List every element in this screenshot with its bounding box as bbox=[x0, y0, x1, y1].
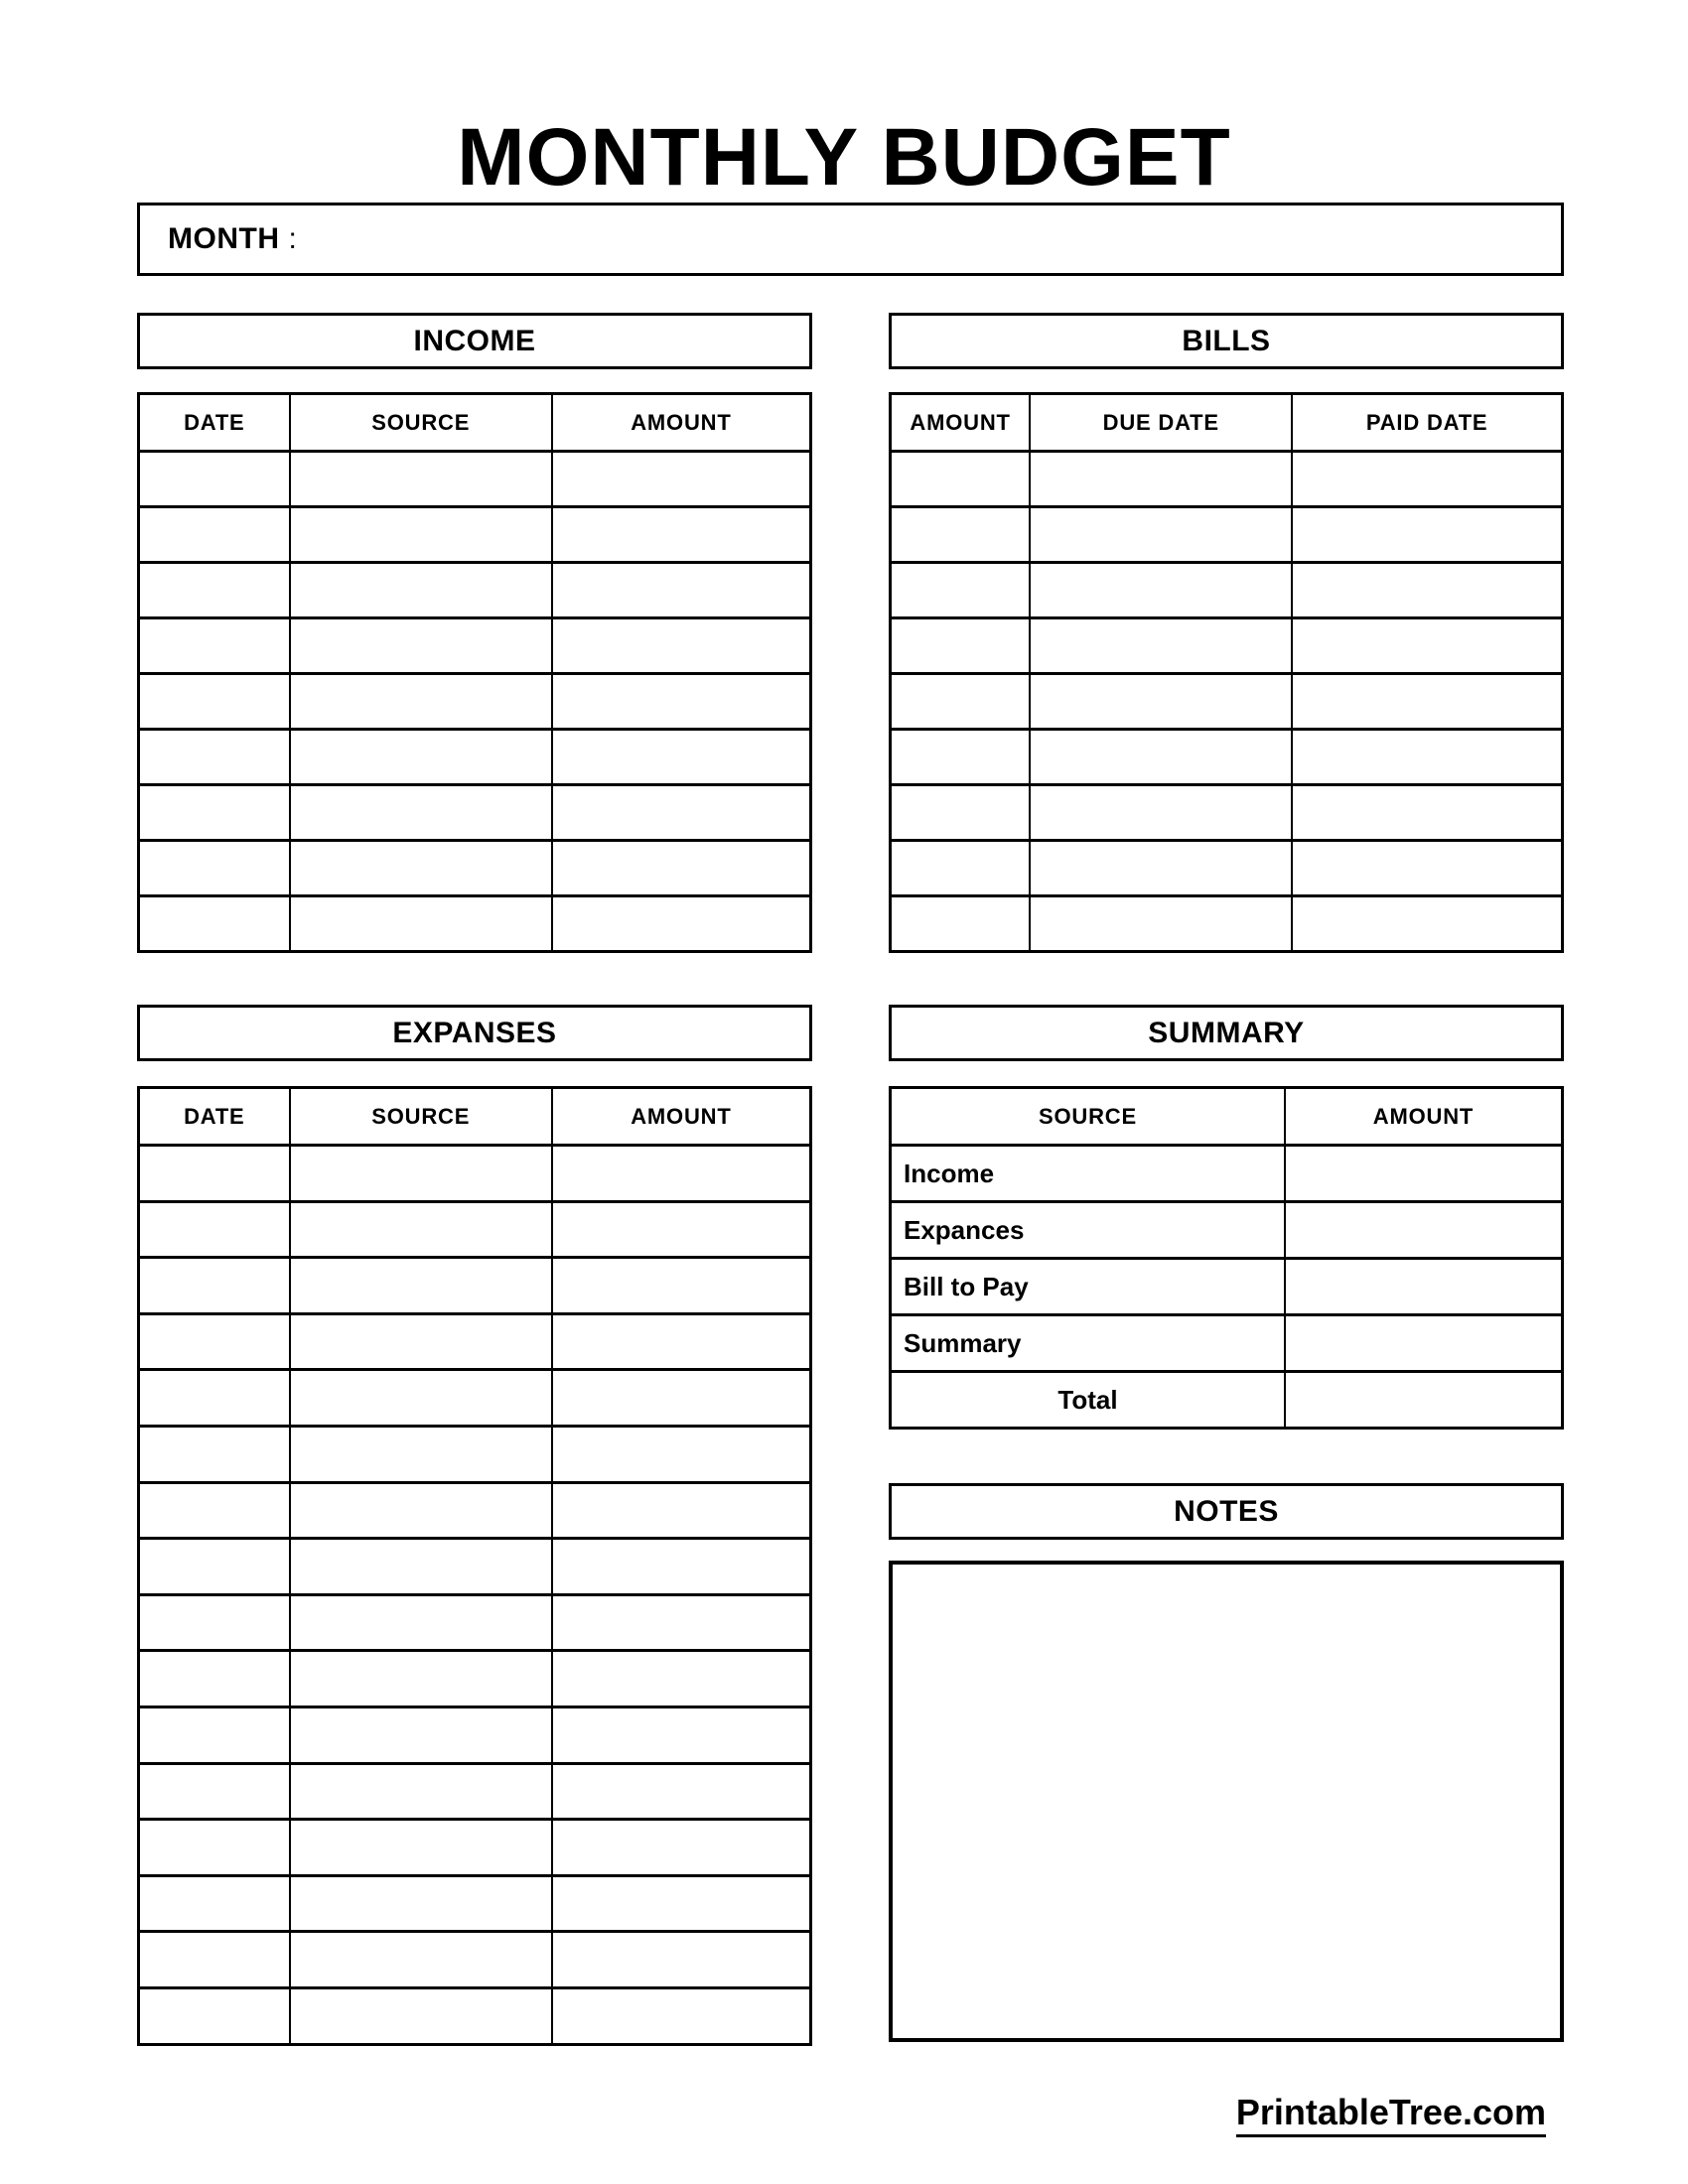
income-source-cell[interactable] bbox=[289, 619, 551, 672]
income-section-title: INCOME bbox=[137, 313, 812, 369]
expanses-table-row bbox=[140, 1986, 809, 2043]
summary-label-cell: Summary bbox=[904, 1327, 1022, 1358]
expanses-amount-cell[interactable] bbox=[551, 1877, 809, 1931]
summary-total-row bbox=[892, 1370, 1561, 1427]
income-table-row bbox=[140, 561, 809, 616]
income-table bbox=[137, 392, 812, 953]
expanses-source-cell[interactable] bbox=[289, 1708, 551, 1762]
income-col-source: SOURCE bbox=[289, 395, 551, 450]
summary-total-amount-cell[interactable] bbox=[1284, 1373, 1561, 1427]
income-table-row bbox=[140, 505, 809, 561]
expanses-date-cell[interactable] bbox=[140, 1259, 289, 1312]
expanses-source-cell[interactable] bbox=[289, 1315, 551, 1369]
income-source-cell[interactable] bbox=[289, 564, 551, 616]
left-column bbox=[137, 313, 812, 2046]
bills-paid-date-cell[interactable] bbox=[1291, 619, 1561, 672]
summary-total-label: Total bbox=[1057, 1384, 1118, 1415]
bills-col-amount: AMOUNT bbox=[910, 409, 1011, 435]
expanses-table bbox=[137, 1086, 812, 2046]
bills-table-header bbox=[892, 395, 1561, 450]
income-amount-cell[interactable] bbox=[551, 619, 809, 672]
expanses-table-row bbox=[140, 1818, 809, 1874]
expanses-table-row bbox=[140, 1256, 809, 1312]
bills-paid-date-cell[interactable] bbox=[1291, 842, 1561, 894]
income-table-row bbox=[140, 672, 809, 728]
income-date-cell[interactable] bbox=[140, 786, 289, 839]
expanses-source-cell[interactable] bbox=[289, 1259, 551, 1312]
income-table-row bbox=[140, 728, 809, 783]
bills-table-row bbox=[892, 561, 1561, 616]
summary-amount-cell[interactable] bbox=[1284, 1147, 1561, 1200]
expanses-amount-cell[interactable] bbox=[551, 1821, 809, 1874]
bills-table-row bbox=[892, 894, 1561, 950]
bills-due-date-cell[interactable] bbox=[1029, 453, 1291, 505]
income-date-cell[interactable] bbox=[140, 731, 289, 783]
summary-table-header bbox=[892, 1089, 1561, 1144]
income-amount-cell[interactable] bbox=[551, 842, 809, 894]
bills-section-title: BILLS bbox=[889, 313, 1564, 369]
income-date-cell[interactable] bbox=[140, 508, 289, 561]
bills-due-date-cell[interactable] bbox=[1029, 731, 1291, 783]
expanses-amount-cell[interactable] bbox=[551, 1540, 809, 1593]
bills-paid-date-cell[interactable] bbox=[1291, 508, 1561, 561]
summary-table-body bbox=[892, 1144, 1561, 1370]
bills-table bbox=[889, 392, 1564, 953]
bills-paid-date-cell[interactable] bbox=[1291, 786, 1561, 839]
bills-col-due-date: DUE DATE bbox=[1029, 395, 1291, 450]
month-label: MONTH bbox=[168, 222, 280, 255]
expanses-section-title: EXPANSES bbox=[137, 1005, 812, 1061]
bills-due-date-cell[interactable] bbox=[1029, 786, 1291, 839]
expanses-table-row bbox=[140, 1200, 809, 1257]
bills-due-date-cell[interactable] bbox=[1029, 897, 1291, 950]
bills-due-date-cell[interactable] bbox=[1029, 564, 1291, 616]
expanses-amount-cell[interactable] bbox=[551, 1371, 809, 1425]
expanses-date-cell[interactable] bbox=[140, 1315, 289, 1369]
expanses-amount-cell[interactable] bbox=[551, 1484, 809, 1538]
footer bbox=[0, 2092, 1546, 2137]
expanses-table-body bbox=[140, 1144, 809, 2043]
income-amount-cell[interactable] bbox=[551, 786, 809, 839]
bills-amount-cell[interactable] bbox=[892, 786, 1029, 839]
bills-paid-date-cell[interactable] bbox=[1291, 731, 1561, 783]
expanses-table-row bbox=[140, 1368, 809, 1425]
income-table-body bbox=[140, 450, 809, 950]
expanses-amount-cell[interactable] bbox=[551, 1596, 809, 1650]
expanses-source-cell[interactable] bbox=[289, 1596, 551, 1650]
bills-amount-cell[interactable] bbox=[892, 897, 1029, 950]
bills-table-row bbox=[892, 616, 1561, 672]
income-source-cell[interactable] bbox=[289, 897, 551, 950]
income-amount-cell[interactable] bbox=[551, 564, 809, 616]
bills-amount-cell[interactable] bbox=[892, 731, 1029, 783]
bills-table-row bbox=[892, 505, 1561, 561]
expanses-table-row bbox=[140, 1425, 809, 1481]
expanses-table-row bbox=[140, 1930, 809, 1986]
bills-amount-cell[interactable] bbox=[892, 619, 1029, 672]
summary-label-cell: Expances bbox=[904, 1214, 1025, 1245]
summary-amount-cell[interactable] bbox=[1284, 1260, 1561, 1313]
income-table-row bbox=[140, 783, 809, 839]
expanses-date-cell[interactable] bbox=[140, 1708, 289, 1762]
income-col-date: DATE bbox=[184, 409, 245, 435]
income-amount-cell[interactable] bbox=[551, 731, 809, 783]
bills-amount-cell[interactable] bbox=[892, 453, 1029, 505]
summary-table-row bbox=[892, 1257, 1561, 1313]
summary-amount-cell[interactable] bbox=[1284, 1316, 1561, 1370]
bills-table-row bbox=[892, 728, 1561, 783]
bills-paid-date-cell[interactable] bbox=[1291, 453, 1561, 505]
month-field[interactable] bbox=[137, 203, 1564, 276]
bills-table-row bbox=[892, 839, 1561, 894]
right-column bbox=[889, 313, 1564, 2046]
expanses-source-cell[interactable] bbox=[289, 1371, 551, 1425]
expanses-date-cell[interactable] bbox=[140, 1821, 289, 1874]
bills-amount-cell[interactable] bbox=[892, 842, 1029, 894]
expanses-amount-cell[interactable] bbox=[551, 1315, 809, 1369]
expanses-table-row bbox=[140, 1762, 809, 1819]
income-date-cell[interactable] bbox=[140, 453, 289, 505]
income-source-cell[interactable] bbox=[289, 842, 551, 894]
bills-table-row bbox=[892, 672, 1561, 728]
summary-section-title: SUMMARY bbox=[889, 1005, 1564, 1061]
income-date-cell[interactable] bbox=[140, 842, 289, 894]
expanses-amount-cell[interactable] bbox=[551, 1203, 809, 1257]
footer-brand-link[interactable]: PrintableTree.com bbox=[1236, 2092, 1546, 2137]
income-source-cell[interactable] bbox=[289, 508, 551, 561]
expanses-amount-cell[interactable] bbox=[551, 1765, 809, 1819]
summary-col-source: SOURCE bbox=[1039, 1103, 1137, 1129]
expanses-table-row bbox=[140, 1874, 809, 1931]
expanses-source-cell[interactable] bbox=[289, 1147, 551, 1200]
summary-table-row bbox=[892, 1144, 1561, 1200]
income-date-cell[interactable] bbox=[140, 619, 289, 672]
income-table-row bbox=[140, 616, 809, 672]
summary-label-cell: Income bbox=[904, 1158, 995, 1188]
income-source-cell[interactable] bbox=[289, 731, 551, 783]
summary-col-amount: AMOUNT bbox=[1284, 1089, 1561, 1144]
expanses-amount-cell[interactable] bbox=[551, 1147, 809, 1200]
income-table-header bbox=[140, 395, 809, 450]
expanses-source-cell[interactable] bbox=[289, 1821, 551, 1874]
month-colon: : bbox=[288, 222, 297, 255]
expanses-amount-cell[interactable] bbox=[551, 1428, 809, 1481]
expanses-amount-cell[interactable] bbox=[551, 1708, 809, 1762]
expanses-table-row bbox=[140, 1481, 809, 1538]
bills-amount-cell[interactable] bbox=[892, 564, 1029, 616]
expanses-source-cell[interactable] bbox=[289, 1652, 551, 1706]
expanses-source-cell[interactable] bbox=[289, 1933, 551, 1986]
income-source-cell[interactable] bbox=[289, 786, 551, 839]
expanses-source-cell[interactable] bbox=[289, 1428, 551, 1481]
bills-amount-cell[interactable] bbox=[892, 508, 1029, 561]
expanses-source-cell[interactable] bbox=[289, 1765, 551, 1819]
expanses-source-cell[interactable] bbox=[289, 1877, 551, 1931]
income-table-row bbox=[140, 450, 809, 505]
expanses-source-cell[interactable] bbox=[289, 1540, 551, 1593]
expanses-date-cell[interactable] bbox=[140, 1989, 289, 2043]
expanses-table-row bbox=[140, 1593, 809, 1650]
expanses-date-cell[interactable] bbox=[140, 1371, 289, 1425]
expanses-col-source: SOURCE bbox=[289, 1089, 551, 1144]
bills-due-date-cell[interactable] bbox=[1029, 675, 1291, 728]
bills-paid-date-cell[interactable] bbox=[1291, 564, 1561, 616]
bills-due-date-cell[interactable] bbox=[1029, 619, 1291, 672]
expanses-date-cell[interactable] bbox=[140, 1596, 289, 1650]
summary-table bbox=[889, 1086, 1564, 1430]
bills-col-paid-date: PAID DATE bbox=[1291, 395, 1561, 450]
expanses-table-row bbox=[140, 1312, 809, 1369]
expanses-table-row bbox=[140, 1144, 809, 1200]
expanses-date-cell[interactable] bbox=[140, 1203, 289, 1257]
month-value-input[interactable] bbox=[297, 205, 1561, 273]
expanses-amount-cell[interactable] bbox=[551, 1259, 809, 1312]
expanses-date-cell[interactable] bbox=[140, 1540, 289, 1593]
bills-paid-date-cell[interactable] bbox=[1291, 897, 1561, 950]
income-date-cell[interactable] bbox=[140, 897, 289, 950]
notes-section-title: NOTES bbox=[889, 1483, 1564, 1540]
expanses-date-cell[interactable] bbox=[140, 1652, 289, 1706]
bills-paid-date-cell[interactable] bbox=[1291, 675, 1561, 728]
expanses-table-row bbox=[140, 1537, 809, 1593]
income-table-row bbox=[140, 839, 809, 894]
expanses-table-row bbox=[140, 1649, 809, 1706]
income-amount-cell[interactable] bbox=[551, 675, 809, 728]
expanses-amount-cell[interactable] bbox=[551, 1933, 809, 1986]
bills-table-row bbox=[892, 783, 1561, 839]
content-columns bbox=[137, 313, 1688, 2046]
bills-due-date-cell[interactable] bbox=[1029, 842, 1291, 894]
bills-table-row bbox=[892, 450, 1561, 505]
income-amount-cell[interactable] bbox=[551, 453, 809, 505]
income-table-row bbox=[140, 894, 809, 950]
expanses-col-amount: AMOUNT bbox=[551, 1089, 809, 1144]
income-amount-cell[interactable] bbox=[551, 897, 809, 950]
bills-due-date-cell[interactable] bbox=[1029, 508, 1291, 561]
expanses-col-date: DATE bbox=[184, 1103, 245, 1129]
expanses-amount-cell[interactable] bbox=[551, 1652, 809, 1706]
expanses-source-cell[interactable] bbox=[289, 1989, 551, 2043]
expanses-amount-cell[interactable] bbox=[551, 1989, 809, 2043]
bills-amount-cell[interactable] bbox=[892, 675, 1029, 728]
page-title: MONTHLY BUDGET bbox=[457, 112, 1231, 203]
summary-amount-cell[interactable] bbox=[1284, 1203, 1561, 1257]
income-source-cell[interactable] bbox=[289, 453, 551, 505]
summary-table-row bbox=[892, 1200, 1561, 1257]
summary-table-row bbox=[892, 1313, 1561, 1370]
expanses-table-header bbox=[140, 1089, 809, 1144]
expanses-date-cell[interactable] bbox=[140, 1877, 289, 1931]
expanses-source-cell[interactable] bbox=[289, 1203, 551, 1257]
expanses-source-cell[interactable] bbox=[289, 1484, 551, 1538]
notes-area[interactable] bbox=[889, 1561, 1564, 2042]
expanses-table-row bbox=[140, 1706, 809, 1762]
expanses-date-cell[interactable] bbox=[140, 1147, 289, 1200]
summary-label-cell: Bill to Pay bbox=[904, 1271, 1029, 1301]
income-date-cell[interactable] bbox=[140, 564, 289, 616]
income-source-cell[interactable] bbox=[289, 675, 551, 728]
bills-table-body bbox=[892, 450, 1561, 950]
income-amount-cell[interactable] bbox=[551, 508, 809, 561]
income-date-cell[interactable] bbox=[140, 675, 289, 728]
expanses-date-cell[interactable] bbox=[140, 1765, 289, 1819]
expanses-date-cell[interactable] bbox=[140, 1484, 289, 1538]
expanses-date-cell[interactable] bbox=[140, 1933, 289, 1986]
expanses-date-cell[interactable] bbox=[140, 1428, 289, 1481]
income-col-amount: AMOUNT bbox=[551, 395, 809, 450]
